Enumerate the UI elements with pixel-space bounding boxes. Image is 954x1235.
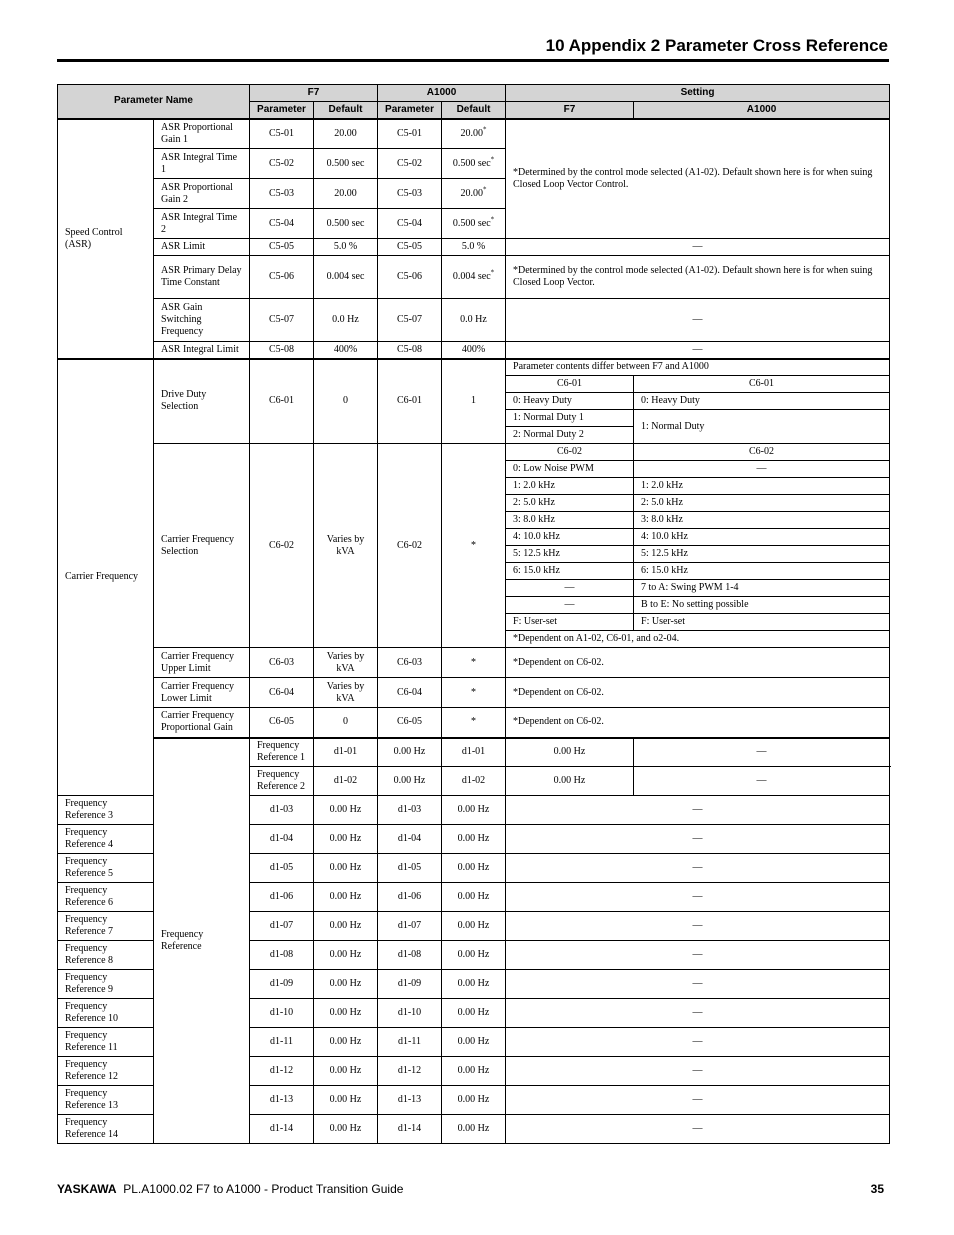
a1000-default: 0.00 Hz — [442, 1028, 506, 1057]
f7-parameter: d1-01 — [314, 738, 378, 767]
a1000-parameter: C5-04 — [378, 209, 442, 239]
f7-parameter: C6-03 — [250, 648, 314, 678]
f7-default: 0.00 Hz — [314, 941, 378, 970]
table-row — [58, 708, 890, 738]
setting-f7-option: 6: 15.0 kHz — [506, 563, 634, 580]
f7-parameter: C5-03 — [250, 179, 314, 209]
setting-a1000-option: 1: Normal Duty — [634, 410, 890, 444]
a1000-parameter: C5-01 — [378, 119, 442, 149]
f7-parameter: C5-05 — [250, 239, 314, 256]
a1000-default: 20.00* — [442, 179, 506, 209]
a1000-default: 0.00 Hz — [442, 1115, 506, 1144]
setting-note: *Determined by the control mode selected (A1-02). Default shown here is for when suing Closed Loop Vector Control. — [506, 119, 890, 239]
table-row — [58, 359, 890, 376]
setting-f7-option: F: User-set — [506, 614, 634, 631]
param-name: Frequency Reference 10 — [58, 999, 154, 1028]
param-name: ASR Proportional Gain 2 — [154, 179, 250, 209]
f7-parameter: C5-07 — [250, 299, 314, 342]
a1000-parameter: C5-06 — [378, 256, 442, 299]
param-name: Frequency Reference 7 — [58, 912, 154, 941]
param-name: Frequency Reference 11 — [58, 1028, 154, 1057]
footer-brand: YASKAWA — [57, 1182, 117, 1196]
f7-parameter: d1-07 — [250, 912, 314, 941]
table-row — [58, 648, 890, 678]
setting-a1000-option: 4: 10.0 kHz — [634, 529, 890, 546]
page-number: 35 — [870, 1182, 884, 1196]
param-name: Drive Duty Selection — [154, 359, 250, 444]
f7-default: 0.00 Hz — [314, 912, 378, 941]
a1000-parameter: C6-02 — [378, 444, 442, 648]
a1000-default: 0.00 Hz — [442, 912, 506, 941]
footnote-mark: * — [483, 125, 487, 134]
setting-note: — — [506, 854, 890, 883]
setting-f7-option: 1: 2.0 kHz — [506, 478, 634, 495]
setting-f7-option: 0: Heavy Duty — [506, 393, 634, 410]
header-f7-default: Default — [314, 102, 378, 119]
header-a1000-parameter: Parameter — [378, 102, 442, 119]
a1000-parameter: C5-05 — [378, 239, 442, 256]
a1000-parameter: d1-03 — [378, 796, 442, 825]
a1000-default: 0.00 Hz — [442, 883, 506, 912]
param-name: Carrier Frequency Selection — [154, 444, 250, 648]
param-name: Carrier Frequency Upper Limit — [154, 648, 250, 678]
setting-note: — — [506, 342, 890, 359]
f7-default: 0.00 Hz — [314, 1028, 378, 1057]
setting-a1000-option: 1: 2.0 kHz — [634, 478, 890, 495]
setting-f7-option: 3: 8.0 kHz — [506, 512, 634, 529]
f7-default: 0.00 Hz — [314, 1086, 378, 1115]
param-name: Frequency Reference 8 — [58, 941, 154, 970]
a1000-parameter: C6-03 — [378, 648, 442, 678]
param-name: ASR Gain Switching Frequency — [154, 299, 250, 342]
f7-parameter: d1-02 — [314, 767, 378, 796]
header-f7: F7 — [250, 85, 378, 102]
a1000-default: 0.00 Hz — [506, 738, 634, 767]
param-name: Frequency Reference 5 — [58, 854, 154, 883]
param-name: Frequency Reference 9 — [58, 970, 154, 999]
a1000-parameter: C5-07 — [378, 299, 442, 342]
group-label-frequency-reference: Frequency Reference — [154, 738, 250, 1144]
setting-f7-option: 1: Normal Duty 1 — [506, 410, 634, 427]
setting-note: — — [506, 1028, 890, 1057]
f7-parameter: d1-08 — [250, 941, 314, 970]
setting-f7-subheader: C6-01 — [506, 376, 634, 393]
a1000-parameter: C6-04 — [378, 678, 442, 708]
header-setting: Setting — [506, 85, 890, 102]
setting-note: — — [506, 239, 890, 256]
header-a1000: A1000 — [378, 85, 506, 102]
setting-note: — — [506, 299, 890, 342]
f7-parameter: d1-11 — [250, 1028, 314, 1057]
header-rule — [57, 59, 889, 62]
header-a1000-default: Default — [442, 102, 506, 119]
setting-note: — — [506, 1086, 890, 1115]
param-name: ASR Limit — [154, 239, 250, 256]
a1000-default: 0.00 Hz — [442, 854, 506, 883]
table-row — [58, 678, 890, 708]
setting-note: — — [506, 825, 890, 854]
table-header — [58, 85, 890, 119]
f7-default: 0.00 Hz — [314, 825, 378, 854]
group-label-carrier-frequency: Carrier Frequency — [58, 359, 154, 796]
a1000-parameter: d1-07 — [378, 912, 442, 941]
a1000-parameter: d1-12 — [378, 1057, 442, 1086]
f7-parameter: d1-12 — [250, 1057, 314, 1086]
a1000-default: * — [442, 678, 506, 708]
a1000-parameter: d1-06 — [378, 883, 442, 912]
setting-a1000-option: — — [634, 461, 890, 478]
f7-parameter: d1-14 — [250, 1115, 314, 1144]
param-name: Frequency Reference 13 — [58, 1086, 154, 1115]
setting-a1000-option: 5: 12.5 kHz — [634, 546, 890, 563]
table-row — [58, 342, 890, 359]
setting-note: *Dependent on C6-02. — [506, 648, 890, 678]
a1000-default: 400% — [442, 342, 506, 359]
setting-f7-option: 5: 12.5 kHz — [506, 546, 634, 563]
f7-default: 0.500 sec — [314, 209, 378, 239]
f7-default: 0 — [314, 359, 378, 444]
setting-a1000-option: 7 to A: Swing PWM 1-4 — [634, 580, 890, 597]
f7-default: Varies by kVA — [314, 444, 378, 648]
param-name: ASR Proportional Gain 1 — [154, 119, 250, 149]
f7-parameter: C6-05 — [250, 708, 314, 738]
a1000-default: 0.00 Hz — [442, 941, 506, 970]
f7-parameter: d1-03 — [250, 796, 314, 825]
setting-a1000-option: 2: 5.0 kHz — [634, 495, 890, 512]
setting-f7-option: — — [506, 580, 634, 597]
f7-default: 400% — [314, 342, 378, 359]
f7-parameter: C6-04 — [250, 678, 314, 708]
f7-default: 0.00 Hz — [314, 883, 378, 912]
footnote-mark: * — [490, 155, 495, 164]
f7-default: 20.00 — [314, 179, 378, 209]
setting-f7-option: 0: Low Noise PWM — [506, 461, 634, 478]
f7-default: 0.00 Hz — [314, 1057, 378, 1086]
table-row — [58, 444, 890, 461]
param-name: Frequency Reference 4 — [58, 825, 154, 854]
setting-a1000-option: B to E: No setting possible — [634, 597, 890, 614]
footnote-mark: * — [483, 185, 487, 194]
setting-note: *Dependent on C6-02. — [506, 678, 890, 708]
f7-default: 0.00 Hz — [314, 854, 378, 883]
setting-f7-subheader: C6-02 — [506, 444, 634, 461]
param-name: Frequency Reference 12 — [58, 1057, 154, 1086]
parameter-cross-reference-table — [57, 84, 890, 1144]
group-label-speed-control: Speed Control (ASR) — [58, 119, 154, 359]
f7-default: 0.0 Hz — [314, 299, 378, 342]
a1000-parameter: d1-05 — [378, 854, 442, 883]
f7-default: 0 — [314, 708, 378, 738]
header-parameter-name: Parameter Name — [58, 85, 250, 119]
setting-note: — — [506, 970, 890, 999]
f7-parameter: C6-02 — [250, 444, 314, 648]
table-row — [58, 119, 890, 149]
a1000-parameter: C5-02 — [378, 149, 442, 179]
f7-parameter: d1-06 — [250, 883, 314, 912]
table-row — [58, 299, 890, 342]
param-name: Carrier Frequency Lower Limit — [154, 678, 250, 708]
f7-parameter: d1-13 — [250, 1086, 314, 1115]
setting-f7-option: 2: Normal Duty 2 — [506, 427, 634, 444]
f7-default: 0.004 sec — [314, 256, 378, 299]
header-f7-parameter: Parameter — [250, 102, 314, 119]
f7-default: 0.00 Hz — [378, 767, 442, 796]
setting-f7-option: — — [506, 597, 634, 614]
param-name: Frequency Reference 6 — [58, 883, 154, 912]
param-name: Frequency Reference 14 — [58, 1115, 154, 1144]
param-name: Frequency Reference 1 — [250, 738, 314, 767]
footnote-mark: * — [490, 268, 495, 277]
setting-note: — — [634, 767, 890, 796]
a1000-default: * — [442, 444, 506, 648]
f7-parameter: d1-10 — [250, 999, 314, 1028]
a1000-default: 5.0 % — [442, 239, 506, 256]
setting-note: — — [506, 941, 890, 970]
f7-parameter: C5-01 — [250, 119, 314, 149]
param-name: ASR Integral Limit — [154, 342, 250, 359]
setting-a1000-subheader: C6-02 — [634, 444, 890, 461]
f7-default: 5.0 % — [314, 239, 378, 256]
f7-parameter: C5-06 — [250, 256, 314, 299]
a1000-default: 0.00 Hz — [442, 825, 506, 854]
a1000-default: 0.004 sec* — [442, 256, 506, 299]
f7-parameter: d1-04 — [250, 825, 314, 854]
param-name: ASR Primary Delay Time Constant — [154, 256, 250, 299]
header-setting-a1000: A1000 — [634, 102, 890, 119]
page-header-title: 10 Appendix 2 Parameter Cross Reference — [545, 36, 888, 55]
f7-parameter: C5-08 — [250, 342, 314, 359]
a1000-parameter: d1-14 — [378, 1115, 442, 1144]
a1000-default: 0.00 Hz — [442, 999, 506, 1028]
table-row — [58, 738, 890, 767]
setting-note: — — [506, 999, 890, 1028]
setting-note: *Dependent on C6-02. — [506, 708, 890, 738]
a1000-parameter: d1-08 — [378, 941, 442, 970]
setting-note: Parameter contents differ between F7 and A1000 — [506, 359, 890, 376]
f7-default: 0.00 Hz — [314, 1115, 378, 1144]
a1000-default: * — [442, 708, 506, 738]
f7-default: 0.00 Hz — [314, 999, 378, 1028]
setting-note: — — [634, 738, 890, 767]
a1000-default: 1 — [442, 359, 506, 444]
footer-doc-title: PL.A1000.02 F7 to A1000 - Product Transition Guide — [123, 1182, 404, 1196]
a1000-default: 0.00 Hz — [442, 970, 506, 999]
setting-f7-option: 4: 10.0 kHz — [506, 529, 634, 546]
setting-note: *Determined by the control mode selected (A1-02). Default shown here is for when suing Closed Loop Vector. — [506, 256, 890, 299]
setting-note: — — [506, 912, 890, 941]
a1000-parameter: d1-09 — [378, 970, 442, 999]
f7-default: Varies by kVA — [314, 648, 378, 678]
a1000-parameter: d1-02 — [442, 767, 506, 796]
a1000-parameter: C6-01 — [378, 359, 442, 444]
setting-a1000-subheader: C6-01 — [634, 376, 890, 393]
a1000-default: 0.0 Hz — [442, 299, 506, 342]
table-row — [58, 256, 890, 299]
a1000-default: 0.00 Hz — [442, 796, 506, 825]
table-row — [58, 239, 890, 256]
setting-note: — — [506, 1057, 890, 1086]
a1000-default: 20.00* — [442, 119, 506, 149]
a1000-default: 0.500 sec* — [442, 209, 506, 239]
a1000-parameter: d1-13 — [378, 1086, 442, 1115]
f7-parameter: C6-01 — [250, 359, 314, 444]
param-name: Frequency Reference 3 — [58, 796, 154, 825]
page-footer — [57, 1182, 884, 1196]
f7-parameter: C5-02 — [250, 149, 314, 179]
setting-note: — — [506, 796, 890, 825]
setting-a1000-option: 6: 15.0 kHz — [634, 563, 890, 580]
a1000-default: 0.00 Hz — [506, 767, 634, 796]
a1000-parameter: d1-10 — [378, 999, 442, 1028]
header-setting-f7: F7 — [506, 102, 634, 119]
setting-a1000-option: 3: 8.0 kHz — [634, 512, 890, 529]
setting-note: — — [506, 1115, 890, 1144]
f7-parameter: C5-04 — [250, 209, 314, 239]
f7-parameter: d1-09 — [250, 970, 314, 999]
a1000-parameter: C6-05 — [378, 708, 442, 738]
f7-default: Varies by kVA — [314, 678, 378, 708]
a1000-default: * — [442, 648, 506, 678]
param-name: Carrier Frequency Proportional Gain — [154, 708, 250, 738]
setting-a1000-option: 0: Heavy Duty — [634, 393, 890, 410]
f7-default: 20.00 — [314, 119, 378, 149]
a1000-parameter: d1-04 — [378, 825, 442, 854]
f7-default: 0.00 Hz — [314, 796, 378, 825]
f7-parameter: d1-05 — [250, 854, 314, 883]
a1000-default: 0.500 sec* — [442, 149, 506, 179]
setting-note: *Dependent on A1-02, C6-01, and o2-04. — [506, 631, 890, 648]
f7-default: 0.500 sec — [314, 149, 378, 179]
a1000-default: 0.00 Hz — [442, 1086, 506, 1115]
a1000-parameter: C5-08 — [378, 342, 442, 359]
f7-default: 0.00 Hz — [378, 738, 442, 767]
a1000-parameter: d1-01 — [442, 738, 506, 767]
param-name: Frequency Reference 2 — [250, 767, 314, 796]
a1000-parameter: C5-03 — [378, 179, 442, 209]
param-name: ASR Integral Time 2 — [154, 209, 250, 239]
f7-default: 0.00 Hz — [314, 970, 378, 999]
setting-a1000-option: F: User-set — [634, 614, 890, 631]
setting-f7-option: 2: 5.0 kHz — [506, 495, 634, 512]
a1000-parameter: d1-11 — [378, 1028, 442, 1057]
footnote-mark: * — [490, 215, 495, 224]
param-name: ASR Integral Time 1 — [154, 149, 250, 179]
setting-note: — — [506, 883, 890, 912]
a1000-default: 0.00 Hz — [442, 1057, 506, 1086]
